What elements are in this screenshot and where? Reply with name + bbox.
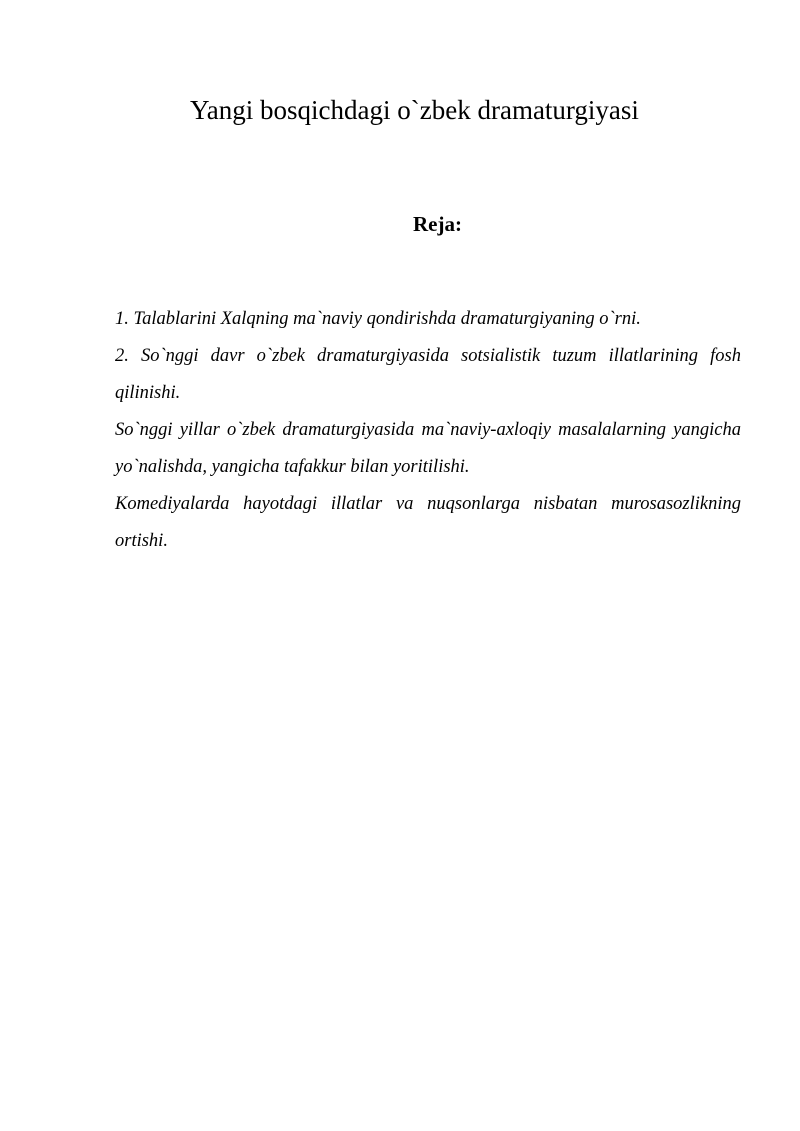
plan-item-2: 2. So`nggi davr o`zbek dramaturgiyasida sotsialistik tuzum illatlarining fosh qilinishi. (115, 346, 741, 403)
plan-list (115, 301, 741, 560)
plan-item-4: Komediyalarda hayotdagi illatlar va nuqsonlarga nisbatan murosasozlikning ortishi. (115, 494, 741, 551)
plan-heading: Reja: (413, 212, 462, 236)
document-title: Yangi bosqichdagi o`zbek dramaturgiyasi (190, 95, 639, 125)
plan-item-3: So`nggi yillar o`zbek dramaturgiyasida ma`naviy-axloqiy masalalarning yangicha yo`nalishda, yangicha tafakkur bilan yoritilishi. (115, 420, 741, 477)
plan-item-1: 1. Talablarini Xalqning ma`naviy qondirishda dramaturgiyaning o`rni. (115, 309, 641, 329)
